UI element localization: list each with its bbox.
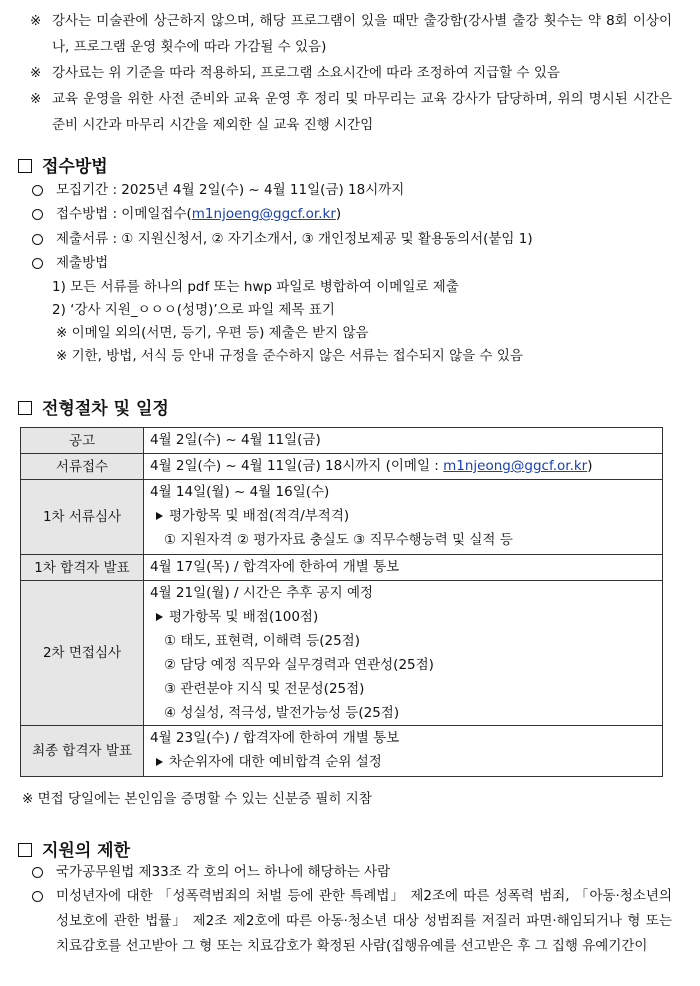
- row-item: ② 담당 예정 직무와 실무경력과 연관성(25점): [164, 657, 434, 673]
- note-mark: ※: [30, 91, 42, 107]
- circle-bullet-icon: [32, 891, 43, 902]
- checkbox-square-icon: [18, 843, 32, 857]
- apply-documents: [32, 227, 672, 252]
- row-label: 서류접수: [21, 454, 144, 480]
- table-row: [21, 581, 663, 726]
- row-item: ④ 성실성, 적극성, 발전가능성 등(25점): [164, 705, 400, 721]
- schedule-table: [20, 427, 663, 777]
- row-text: ): [587, 458, 593, 474]
- submit-note: ※ 기한, 방법, 서식 등 안내 규정을 준수하지 않은 서류는 접수되지 않을 수 있음: [56, 348, 523, 364]
- note-mark: ※: [30, 65, 42, 81]
- apply-period: [32, 178, 672, 203]
- section-title: 전형절차 및 일정: [42, 399, 169, 419]
- apply-method-prefix: 접수방법 : 이메일접수(: [56, 206, 192, 222]
- section-title: 지원의 제한: [42, 841, 131, 861]
- section-heading-schedule: [18, 394, 169, 419]
- table-row: [21, 428, 663, 454]
- restriction-text: 미성년자에 대한 「성폭력범죄의 처벌 등에 관한 특례법」 제2조에 따른 성폭력 범죄, 「아동·청소년의 성보호에 관한 법률」 제2조 제2호에 따른 아동·청소년 대상 성범죄를 저질러 파면·해임되거나 형 또는 치료감호를 선고받아 그 형 또는 치료감호가 확정된 사람(집행유예를 선고받은 후 그 집행 유예기간이: [56, 888, 672, 954]
- row-item: ③ 관련분야 지식 및 전문성(25점): [164, 681, 365, 697]
- row-label: 1차 서류심사: [21, 480, 144, 555]
- checkbox-square-icon: [18, 159, 32, 173]
- restriction-text: 국가공무원법 제33조 각 호의 어느 하나에 해당하는 사람: [56, 864, 391, 880]
- row-head: 4월 14일(월) ~ 4월 16일(수): [150, 484, 330, 500]
- row-content: [144, 454, 663, 480]
- note-text: 교육 운영을 위한 사전 준비와 교육 운영 후 정리 및 마무리는 교육 강사가 담당하며, 위의 명시된 시간은 준비 시간과 마무리 시간을 제외한 실 교육 진행 시간임: [52, 91, 672, 133]
- row-content: 4월 2일(수) ~ 4월 11일(금): [144, 428, 663, 454]
- note-education-time: [22, 86, 672, 138]
- apply-method-suffix: ): [335, 206, 342, 222]
- row-item: ① 지원자격 ② 평가자료 충실도 ③ 직무수행능력 및 실적 등: [164, 532, 513, 548]
- apply-submit-title: 제출방법: [56, 255, 109, 271]
- apply-period-text: 모집기간 : 2025년 4월 2일(수) ~ 4월 11일(금) 18시까지: [56, 182, 405, 198]
- row-content: [144, 581, 663, 726]
- row-content: [144, 726, 663, 777]
- row-label: 공고: [21, 428, 144, 454]
- restriction-item: [32, 884, 672, 959]
- row-label: 1차 합격자 발표: [21, 555, 144, 581]
- table-row: [21, 726, 663, 777]
- note-text: 강사료는 위 기준을 따라 적용하되, 프로그램 소요시간에 따라 조정하여 지급할 수 있음: [52, 65, 560, 81]
- table-row: [21, 555, 663, 581]
- submit-item: 1) 모든 서류를 하나의 pdf 또는 hwp 파일로 병합하여 이메일로 제출: [52, 279, 459, 295]
- row-bullet: 평가항목 및 배점(적격/부적격): [169, 508, 350, 524]
- section-title: 접수방법: [42, 157, 108, 177]
- circle-bullet-icon: [32, 185, 43, 196]
- apply-email-link[interactable]: m1njoeng@ggcf.or.kr: [191, 206, 336, 222]
- table-row: [21, 454, 663, 480]
- schedule-email-link[interactable]: m1njeong@ggcf.or.kr: [443, 458, 588, 474]
- circle-bullet-icon: [32, 258, 43, 269]
- note-mark: ※: [30, 13, 42, 29]
- table-row: [21, 480, 663, 555]
- triangle-bullet-icon: [156, 613, 163, 621]
- apply-submit: [32, 251, 672, 276]
- checkbox-square-icon: [18, 401, 32, 415]
- section-heading-apply: [18, 152, 108, 177]
- note-instructor-fee: [22, 60, 672, 86]
- schedule-footnote: ※ 면접 당일에는 본인임을 증명할 수 있는 신분증 필히 지참: [22, 791, 372, 807]
- row-bullet: 차순위자에 대한 예비합격 순위 설정: [169, 754, 382, 770]
- row-content: [144, 480, 663, 555]
- row-label: 2차 면접심사: [21, 581, 144, 726]
- apply-documents-text: 제출서류 : ① 지원신청서, ② 자기소개서, ③ 개인정보제공 및 활용동의서(붙임 1): [56, 231, 533, 247]
- circle-bullet-icon: [32, 209, 43, 220]
- section-heading-restrictions: [18, 836, 130, 861]
- restriction-item: [32, 860, 672, 885]
- triangle-bullet-icon: [156, 512, 163, 520]
- apply-method: [32, 202, 672, 227]
- row-label: 최종 합격자 발표: [21, 726, 144, 777]
- row-item: ① 태도, 표현력, 이해력 등(25점): [164, 633, 360, 649]
- circle-bullet-icon: [32, 867, 43, 878]
- row-bullet: 평가항목 및 배점(100점): [169, 609, 319, 625]
- submit-note: ※ 이메일 외의(서면, 등기, 우편 등) 제출은 받지 않음: [56, 325, 369, 341]
- row-head: 4월 21일(월) / 시간은 추후 공지 예정: [150, 585, 374, 601]
- triangle-bullet-icon: [156, 758, 163, 766]
- note-text: 강사는 미술관에 상근하지 않으며, 해당 프로그램이 있을 때만 출강함(강사별 출강 횟수는 약 8회 이상이나, 프로그램 운영 횟수에 따라 가감될 수 있음): [52, 13, 672, 55]
- row-head: 4월 23일(수) / 합격자에 한하여 개별 통보: [150, 730, 400, 746]
- submit-item: 2) ‘강사 지원_ㅇㅇㅇ(성명)’으로 파일 제목 표기: [52, 302, 335, 318]
- circle-bullet-icon: [32, 234, 43, 245]
- note-instructor-schedule: [22, 8, 672, 60]
- row-text: 4월 2일(수) ~ 4월 11일(금) 18시까지 (이메일 :: [150, 458, 444, 474]
- row-content: 4월 17일(목) / 합격자에 한하여 개별 통보: [144, 555, 663, 581]
